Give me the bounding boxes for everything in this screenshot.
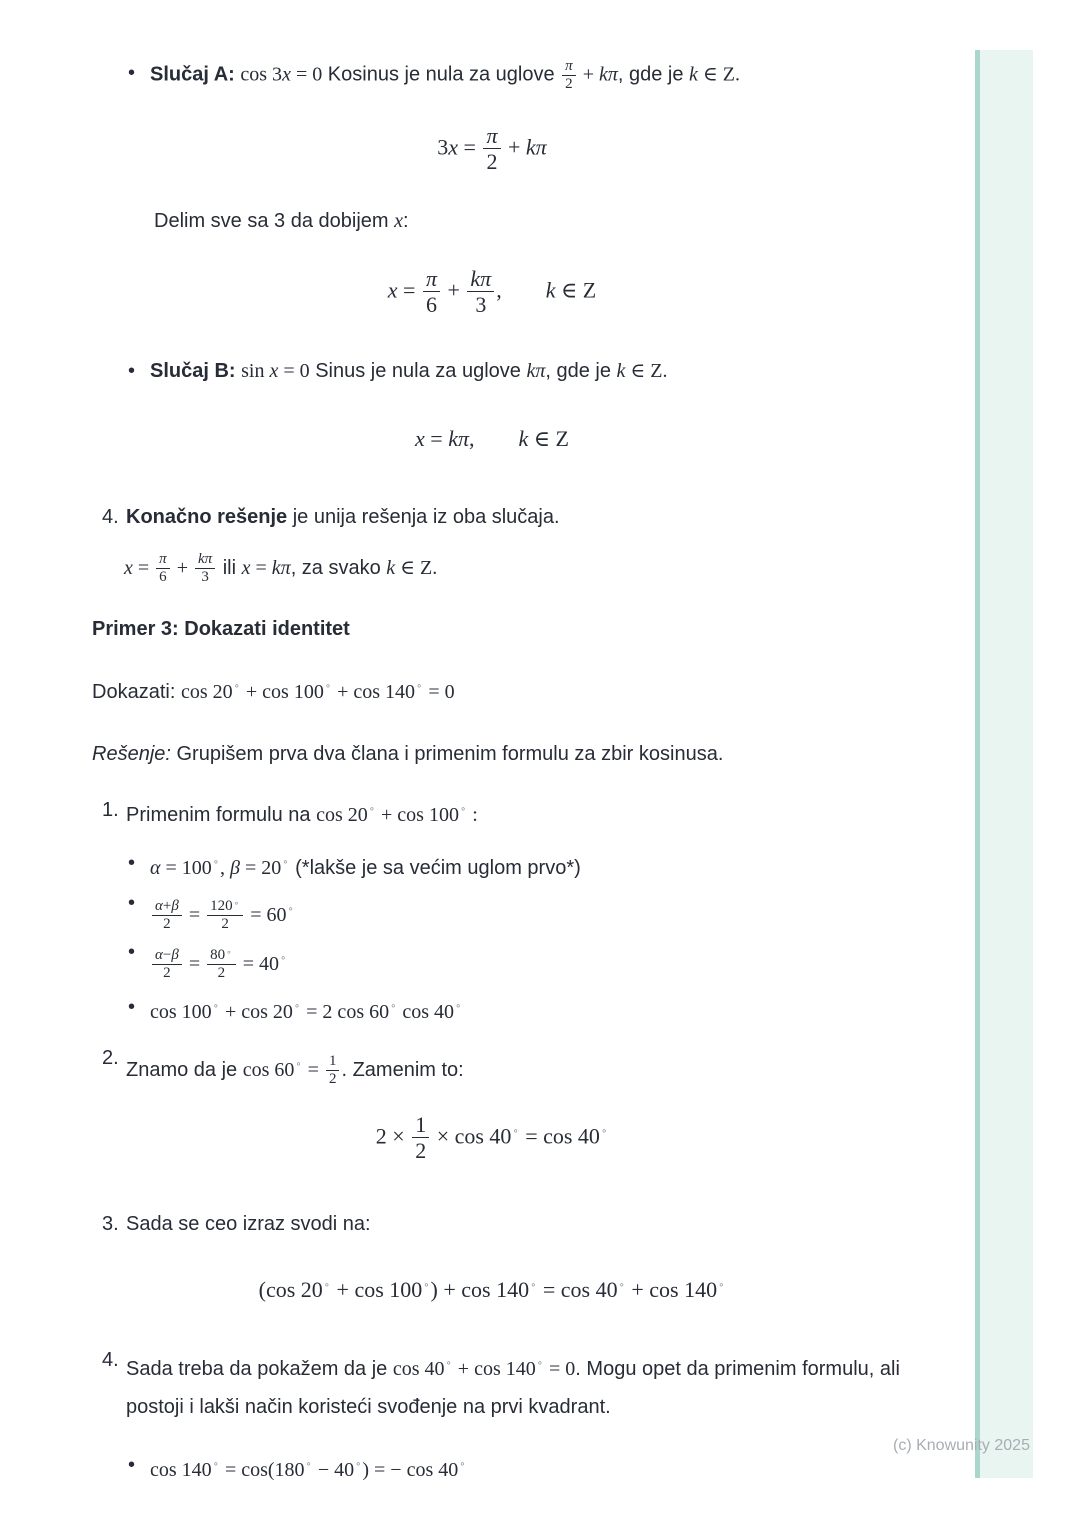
bullet-item-case-b [128, 356, 900, 386]
case-b-text: Slučaj B: sin x = 0 Sinus je nula za uglove kπ, gde je k ∈ Z. [150, 359, 668, 382]
bullet-item-half-sum [128, 888, 900, 937]
alpha-beta-text: α = 100∘, β = 20∘ (*lakše je sa većim uglom prvo*) [150, 856, 581, 879]
list-number: 3. [102, 1213, 119, 1236]
section-heading-primer3: Primer 3: Dokazati identitet [92, 617, 350, 640]
numbered-item-4b [102, 1345, 900, 1426]
bullet-icon: • [128, 1454, 136, 1477]
display-formula-x-kpi: x = kπ, k ∈ Z [415, 425, 569, 451]
numbered-item-1 [102, 795, 900, 830]
final-solution-text: Konačno rešenje je unija rešenja iz oba slučaja. [126, 505, 560, 528]
solution-union-line: x = $\frac{\pi}{6}$ + $\frac{k\pi}{3}$ ili x = kπ, za svako k ∈ Z. [124, 551, 438, 585]
bullet-item-alpha-beta [128, 848, 900, 883]
bullet-icon: • [128, 940, 136, 963]
bullet-icon: • [128, 359, 136, 382]
list-number: 1. [102, 798, 119, 821]
list-number: 2. [102, 1046, 119, 1069]
decorative-accent-bar [975, 50, 1033, 1478]
watermark-text: (c) Knowunity 2025 [893, 1437, 1030, 1454]
bullet-icon: • [128, 62, 136, 84]
bullet-icon: • [128, 995, 136, 1018]
numbered-item-2 [102, 1043, 900, 1092]
paragraph-resenje: Rešenje: Grupišem prva dva člana i primenim formulu za zbir kosinusa. [92, 742, 724, 765]
cos140-text: cos 140∘ = cos(180∘ − 40∘) = − cos 40∘ [150, 1459, 466, 1482]
step2-text: Znamo da je cos 60∘ = $\frac{1}{2}$ . Zamenim to: [126, 1053, 464, 1087]
bullet-item-cos140 [128, 1450, 900, 1485]
step4b-text: Sada treba da pokažem da je cos 40∘ + cos 140∘ = 0. Mogu opet da primenim formulu, ali postoji i lakši način koristeći svođenje na prvi kvadrant. [126, 1358, 900, 1419]
paragraph-dokazati: Dokazati: cos 20∘ + cos 100∘ + cos 140∘ = 0 [92, 680, 455, 703]
bullet-icon: • [128, 891, 136, 914]
cos-product-text: cos 100∘ + cos 20∘ = 2 cos 60∘ cos 40∘ [150, 1000, 462, 1023]
list-number: 4. [102, 1349, 119, 1372]
numbered-item-final-solution [102, 502, 900, 532]
step1-text: Primenim formulu na cos 20∘ + cos 100∘ : [126, 803, 478, 826]
numbered-item-3 [102, 1209, 900, 1239]
list-number: 4. [102, 505, 119, 528]
display-formula-3x: 3x = $\frac{\pi}{2}$ + kπ [437, 122, 547, 174]
paragraph-delim: Delim sve sa 3 da dobijem x: [154, 210, 409, 233]
half-sum-text: $\frac{\alpha+\beta}{2}$ = $\frac{120^\circ}{2}$ = 60∘ [150, 888, 900, 937]
display-formula-x-pi6: x = $\frac{\pi}{6}$ + $\frac{k\pi}{3}$ , k ∈ Z [387, 266, 597, 318]
bullet-item-cos-product [128, 992, 900, 1027]
bullet-icon: • [128, 851, 136, 874]
bullet-item-case-a [128, 58, 900, 93]
step3-text: Sada se ceo izraz svodi na: [126, 1213, 371, 1236]
display-formula-grouped: (cos 20∘ + cos 100∘) + cos 140∘ = cos 40∘ + cos 140∘ [258, 1277, 725, 1303]
case-a-text: Slučaj A: cos 3x = 0 Kosinus je nula za uglove $\frac{\pi}{2}$ + kπ, gde je k ∈ Z. [150, 58, 740, 92]
bullet-item-half-diff [128, 937, 900, 986]
half-diff-text: $\frac{\alpha-\beta}{2}$ = $\frac{80^\circ}{2}$ = 40∘ [150, 937, 900, 986]
display-formula-2x-half: 2 × $\frac{1}{2}$ × cos 40∘ = cos 40∘ [375, 1111, 608, 1164]
